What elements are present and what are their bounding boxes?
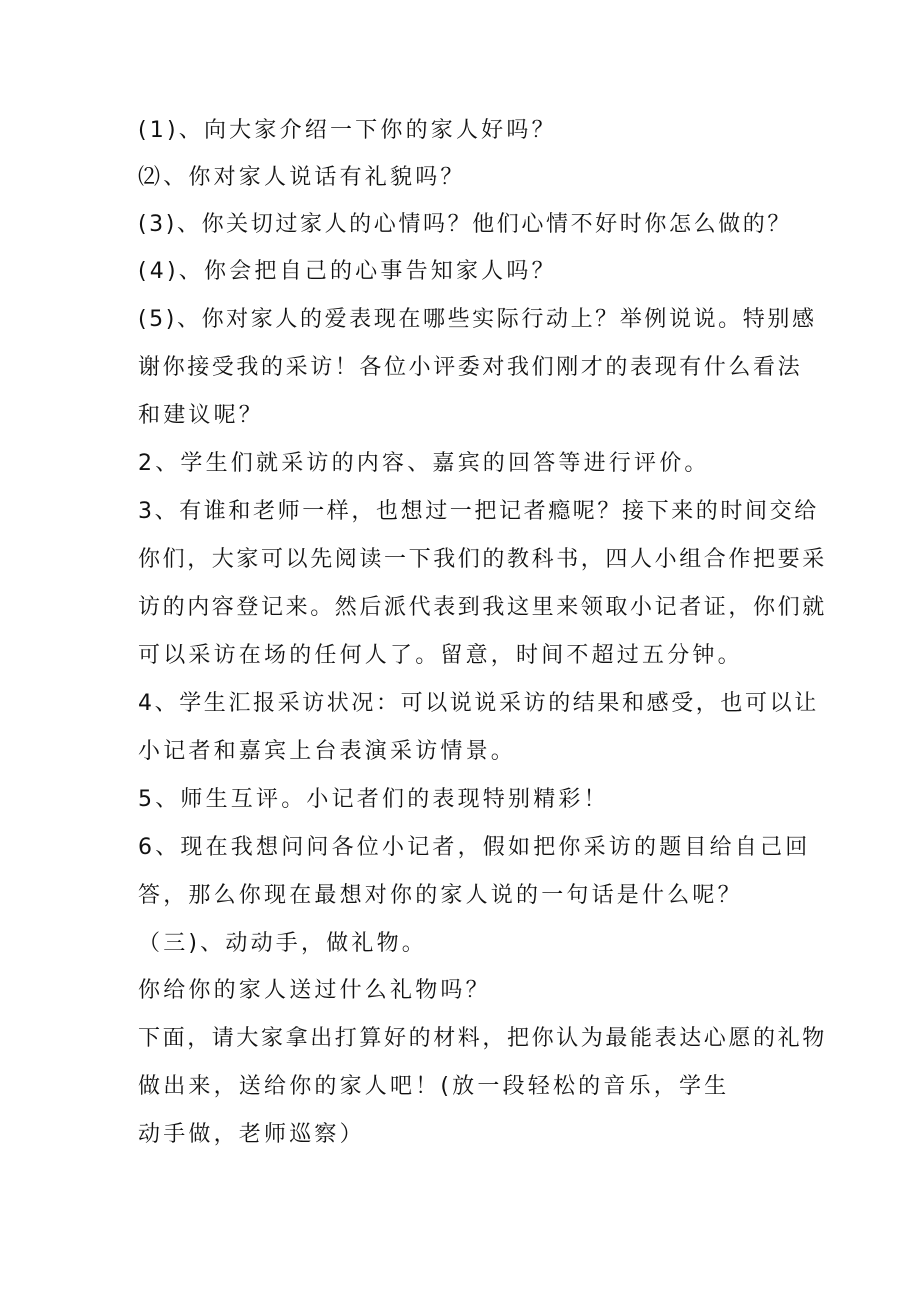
step-4-line: 4、学生汇报采访状况：可以说说采访的结果和感受，也可以让: [138, 691, 819, 716]
step-6-line: 6、现在我想问问各位小记者，假如把你采访的题目给自己回: [138, 835, 811, 860]
gift-question-line: 你给你的家人送过什么礼物吗？: [138, 978, 491, 1003]
step-3-continued-line: 访的内容登记来。然后派代表到我这里来领取小记者证，你们就: [138, 595, 827, 620]
step-3-end-line: 可以采访在场的任何人了。留意，时间不超过五分钟。: [138, 643, 743, 668]
section-heading: （三)、动动手，做礼物。: [138, 931, 427, 956]
step-3-continued-line: 你们，大家可以先阅读一下我们的教科书，四人小组合作把要采: [138, 547, 827, 572]
question-5-end-line: 和建议呢？: [138, 403, 265, 428]
question-5-line: (5)、你对家人的爱表现在哪些实际行动上？举例说说。特别感: [138, 307, 817, 332]
step-5-line: 5、师生互评。小记者们的表现特别精彩！: [138, 787, 609, 812]
step-3-line: 3、有谁和老师一样，也想过一把记者瘾呢？接下来的时间交给: [138, 499, 819, 524]
question-4-line: (4)、你会把自己的心事告知家人吗？: [138, 259, 557, 284]
step-2-line: 2、学生们就采访的内容、嘉宾的回答等进行评价。: [138, 451, 710, 476]
step-6-end-line: 答，那么你现在最想对你的家人说的一句话是什么呢？: [138, 883, 743, 908]
gift-instruction-line: 下面，请大家拿出打算好的材料，把你认为最能表达心愿的礼物: [138, 1026, 827, 1051]
step-4-end-line: 小记者和嘉宾上台表演采访情景。: [138, 739, 517, 764]
question-5-continued-line: 谢你接受我的采访！各位小评委对我们刚才的表现有什么看法: [138, 355, 803, 380]
question-2-line: ⑵、你对家人说话有礼貌吗？: [138, 165, 466, 190]
gift-instruction-end-line: 动手做，老师巡察）: [138, 1122, 365, 1147]
question-1-line: (1)、向大家介绍一下你的家人好吗？: [138, 118, 557, 143]
gift-instruction-continued-line: 做出来，送给你的家人吧！(放一段轻松的音乐，学生: [138, 1074, 730, 1099]
question-3-line: (3)、你关切过家人的心情吗？他们心情不好时你怎么做的？: [138, 212, 792, 237]
